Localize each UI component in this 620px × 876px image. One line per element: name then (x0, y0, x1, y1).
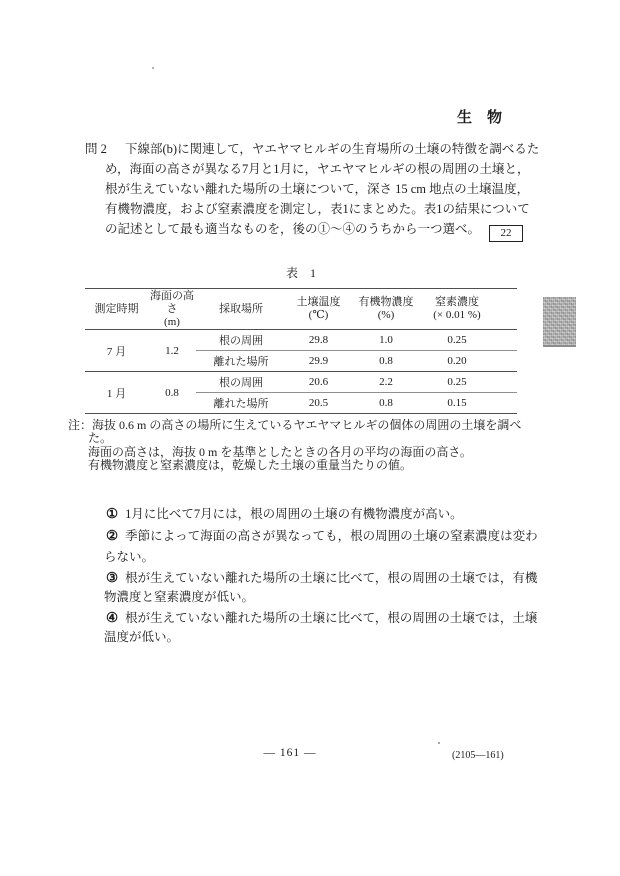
cell-nitrogen: 0.15 (421, 393, 517, 414)
cell-organic: 1.0 (351, 330, 421, 351)
table-caption: 表 1 (285, 266, 316, 280)
question-line: 有機物濃度，および窒素濃度を測定し，表1にまとめた。表1の結果について (105, 202, 530, 216)
choice-3 (106, 568, 537, 588)
col-header-sea-level: 海面の高さ (m) (150, 289, 194, 328)
cell-nitrogen: 0.25 (421, 372, 517, 393)
note-text: 海抜 0.6 m の高さの場所に生えているヤエヤマヒルギの個体の周囲の土壌を調べ (92, 418, 522, 432)
col-header-soil-temp: 土壌温度 (℃) (286, 289, 351, 330)
question-text: 下線部(b)に関連して，ヤエヤマヒルギの生育場所の土壌の特徴を調べるた (125, 142, 540, 156)
table-note-line (68, 419, 521, 433)
table-note-line: た。 (88, 431, 113, 445)
circled-1-icon: ① (106, 506, 119, 521)
cell-soil-temp: 20.6 (286, 372, 351, 393)
circled-3-icon: ③ (106, 570, 119, 585)
print-code: (2105—161) (452, 750, 504, 761)
cell-organic: 0.8 (351, 393, 421, 414)
choice-2 (106, 526, 538, 546)
col-header-organic: 有機物濃度 (%) (351, 289, 421, 330)
question-number-label: 問 2 (85, 142, 107, 156)
table-row (85, 372, 517, 393)
choice-2-continued: らない。 (104, 550, 155, 564)
circled-4-icon: ④ (106, 610, 119, 625)
cell-nitrogen: 0.20 (421, 351, 517, 372)
choice-4-continued: 温度が低い。 (104, 630, 180, 644)
question-line: め，海面の高さが異なる7月と1月に，ヤエヤマヒルギの根の周囲の土壌と， (105, 162, 530, 176)
answer-number-box: 22 (489, 225, 523, 242)
col-header-period: 測定時期 (85, 289, 148, 330)
cell-period: 7 月 (85, 330, 148, 372)
choice-3-continued: 物濃度と窒素濃度が低い。 (104, 590, 255, 604)
scan-speck (152, 67, 154, 69)
scan-speck (438, 742, 440, 744)
choice-2-text: 季節によって海面の高さが異なっても，根の周囲の土壌の窒素濃度は変わ (125, 529, 538, 543)
cell-site: 離れた場所 (196, 393, 286, 414)
cell-site: 根の周囲 (196, 330, 286, 351)
question-line: 根が生えていない離れた場所の土壌について，深さ 15 cm 地点の土壌温度， (105, 182, 530, 196)
cell-nitrogen: 0.25 (421, 330, 517, 351)
question-text: の記述として最も適当なものを，後の①～④のうちから一つ選べ。 (105, 222, 481, 236)
question-line (85, 140, 539, 159)
choice-3-text: 根が生えていない離れた場所の土壌に比べて，根の周囲の土壌では，有機 (125, 571, 538, 585)
choice-4 (106, 608, 537, 628)
page-number: — 161 — (263, 747, 317, 759)
subject-header: 生 物 (457, 110, 503, 126)
circled-2-icon: ② (106, 528, 119, 543)
note-label: 注： (68, 418, 93, 432)
cell-site: 離れた場所 (196, 351, 286, 372)
cell-period: 1 月 (85, 372, 148, 414)
cell-organic: 2.2 (351, 372, 421, 393)
cell-soil-temp: 29.8 (286, 330, 351, 351)
table-note-line: 有機物濃度と窒素濃度は，乾燥した土壌の重量当たりの値。 (88, 458, 413, 472)
table-row (85, 330, 517, 351)
cell-sea-level: 0.8 (148, 372, 196, 414)
cell-soil-temp: 20.5 (286, 393, 351, 414)
table-note-line: 海面の高さは，海抜 0 m を基準としたときの各月の平均の海面の高さ。 (88, 445, 472, 459)
choice-1-text: 1月に比べて7月には，根の周囲の土壌の有機物濃度が高い。 (125, 507, 463, 521)
table-header-row (85, 289, 517, 330)
cell-soil-temp: 29.9 (286, 351, 351, 372)
scan-artifact-patch (543, 297, 576, 347)
cell-organic: 0.8 (351, 351, 421, 372)
question-line (105, 220, 523, 242)
data-table (85, 288, 517, 414)
cell-sea-level: 1.2 (148, 330, 196, 372)
col-header-site: 採取場所 (196, 289, 286, 330)
choice-1 (106, 504, 463, 524)
choice-4-text: 根が生えていない離れた場所の土壌に比べて，根の周囲の土壌では，土壌 (125, 611, 538, 625)
cell-site: 根の周囲 (196, 372, 286, 393)
col-header-nitrogen: 窒素濃度 (× 0.01 %) (421, 289, 517, 330)
